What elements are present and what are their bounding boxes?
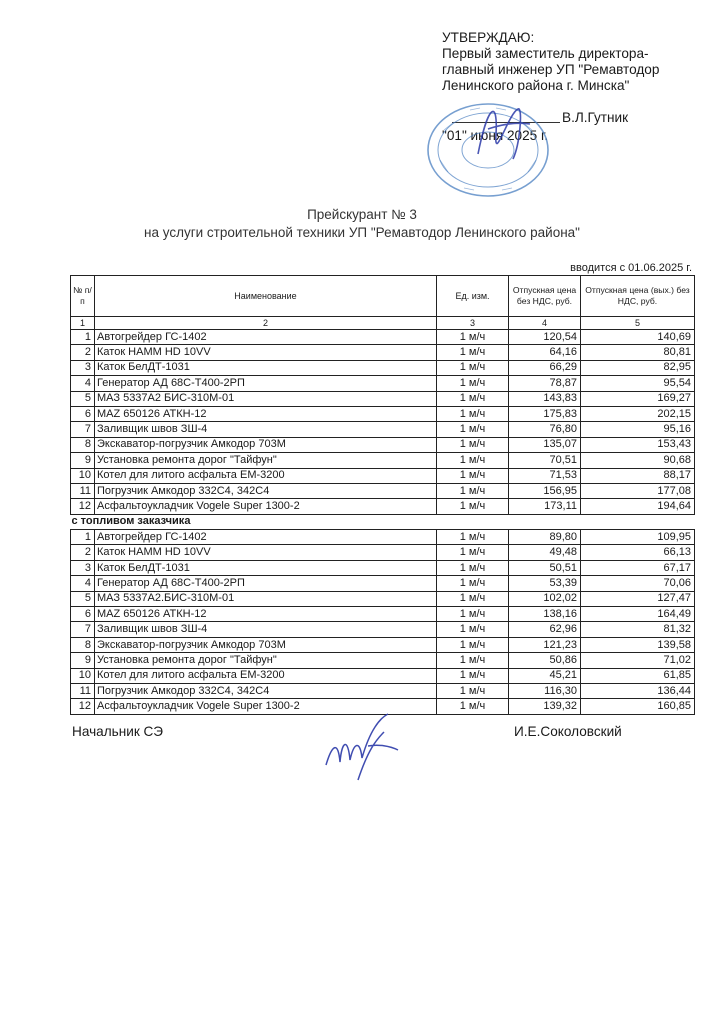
row-price-weekend: 81,32 [581, 622, 695, 637]
table-row [71, 530, 695, 545]
row-name: Генератор АД 68С-Т400-2РП [95, 576, 437, 591]
row-number: 4 [71, 576, 95, 591]
row-name: Заливщик швов ЗШ-4 [95, 422, 437, 437]
row-name: МАЗ 5337А2 БИС-310М-01 [95, 391, 437, 406]
row-price: 139,32 [509, 699, 581, 714]
row-name: Погрузчик Амкодор 332С4, 342С4 [95, 483, 437, 498]
table-row [71, 637, 695, 652]
row-number: 5 [71, 391, 95, 406]
row-price: 76,80 [509, 422, 581, 437]
approval-heading: УТВЕРЖДАЮ: [442, 30, 535, 45]
row-price-weekend: 202,15 [581, 406, 695, 421]
table-row [71, 376, 695, 391]
row-name: MAZ 650126 АТКН-12 [95, 406, 437, 421]
footer-position: Начальник СЭ [72, 724, 163, 739]
row-price-weekend: 164,49 [581, 607, 695, 622]
row-number: 1 [71, 330, 95, 345]
price-table [70, 275, 695, 715]
row-price: 89,80 [509, 530, 581, 545]
row-name: Асфальтоукладчик Vogele Super 1300-2 [95, 499, 437, 514]
row-price-weekend: 61,85 [581, 668, 695, 683]
row-price: 135,07 [509, 437, 581, 452]
row-number: 7 [71, 422, 95, 437]
doc-title: Прейскурант № 3 [307, 207, 417, 222]
row-name: Асфальтоукладчик Vogele Super 1300-2 [95, 699, 437, 714]
row-name: Котел для литого асфальта ЕМ-3200 [95, 668, 437, 683]
table-row [71, 453, 695, 468]
table-row [71, 391, 695, 406]
row-price: 70,51 [509, 453, 581, 468]
table-row [71, 483, 695, 498]
row-price-weekend: 136,44 [581, 683, 695, 698]
row-price-weekend: 95,16 [581, 422, 695, 437]
row-price: 102,02 [509, 591, 581, 606]
row-number: 3 [71, 360, 95, 375]
row-number: 7 [71, 622, 95, 637]
row-price: 45,21 [509, 668, 581, 683]
row-number: 2 [71, 545, 95, 560]
row-price-weekend: 127,47 [581, 591, 695, 606]
row-name: Экскаватор-погрузчик Амкодор 703М [95, 437, 437, 452]
row-number: 6 [71, 607, 95, 622]
row-price: 50,86 [509, 653, 581, 668]
row-unit: 1 м/ч [437, 422, 509, 437]
row-number: 8 [71, 437, 95, 452]
row-price: 121,23 [509, 637, 581, 652]
row-price: 53,39 [509, 576, 581, 591]
row-name: Котел для литого асфальта ЕМ-3200 [95, 468, 437, 483]
row-number: 10 [71, 668, 95, 683]
approval-position-1: Первый заместитель директора- [442, 46, 649, 61]
row-name: Каток HAMM HD 10VV [95, 545, 437, 560]
row-number: 1 [71, 530, 95, 545]
row-price-weekend: 88,17 [581, 468, 695, 483]
row-unit: 1 м/ч [437, 330, 509, 345]
header-row [71, 276, 695, 317]
table-row [71, 576, 695, 591]
row-price-weekend: 70,06 [581, 576, 695, 591]
row-price-weekend: 67,17 [581, 560, 695, 575]
row-price-weekend: 194,64 [581, 499, 695, 514]
row-price: 71,53 [509, 468, 581, 483]
col-header-price-weekend: Отпускная цена (вых.) без НДС, руб. [581, 276, 695, 317]
row-price: 66,29 [509, 360, 581, 375]
row-name: Заливщик швов ЗШ-4 [95, 622, 437, 637]
col-header-unit: Ед. изм. [437, 276, 509, 317]
row-price: 120,54 [509, 330, 581, 345]
row-number: 8 [71, 637, 95, 652]
row-number: 5 [71, 591, 95, 606]
row-price-weekend: 177,08 [581, 483, 695, 498]
row-price: 173,11 [509, 499, 581, 514]
row-price-weekend: 95,54 [581, 376, 695, 391]
row-price-weekend: 109,95 [581, 530, 695, 545]
footer-signer-name: И.Е.Соколовский [514, 724, 622, 739]
row-unit: 1 м/ч [437, 683, 509, 698]
table-row [71, 653, 695, 668]
row-price-weekend: 71,02 [581, 653, 695, 668]
row-price-weekend: 90,68 [581, 453, 695, 468]
row-unit: 1 м/ч [437, 360, 509, 375]
table-row [71, 560, 695, 575]
row-unit: 1 м/ч [437, 637, 509, 652]
section-title: с топливом заказчика [71, 515, 191, 528]
table-row [71, 668, 695, 683]
row-price: 78,87 [509, 376, 581, 391]
col-number: 4 [509, 317, 581, 330]
row-number: 10 [71, 468, 95, 483]
row-unit: 1 м/ч [437, 468, 509, 483]
col-number: 2 [95, 317, 437, 330]
row-unit: 1 м/ч [437, 699, 509, 714]
col-number: 1 [71, 317, 95, 330]
row-name: Автогрейдер ГС-1402 [95, 530, 437, 545]
row-name: Каток HAMM HD 10VV [95, 345, 437, 360]
row-unit: 1 м/ч [437, 499, 509, 514]
row-unit: 1 м/ч [437, 653, 509, 668]
row-price: 50,51 [509, 560, 581, 575]
row-name: Установка ремонта дорог "Тайфун" [95, 453, 437, 468]
row-price-weekend: 66,13 [581, 545, 695, 560]
col-number: 3 [437, 317, 509, 330]
row-number: 2 [71, 345, 95, 360]
row-unit: 1 м/ч [437, 391, 509, 406]
section-row [71, 514, 695, 529]
row-name: Установка ремонта дорог "Тайфун" [95, 653, 437, 668]
col-header-price: Отпускная цена без НДС, руб. [509, 276, 581, 317]
row-price-weekend: 82,95 [581, 360, 695, 375]
row-price-weekend: 80,81 [581, 345, 695, 360]
row-price-weekend: 139,58 [581, 637, 695, 652]
row-unit: 1 м/ч [437, 406, 509, 421]
row-number: 4 [71, 376, 95, 391]
row-name: Экскаватор-погрузчик Амкодор 703М [95, 637, 437, 652]
row-unit: 1 м/ч [437, 453, 509, 468]
row-unit: 1 м/ч [437, 376, 509, 391]
table-row [71, 683, 695, 698]
effective-date: вводится с 01.06.2025 г. [570, 262, 692, 274]
row-price-weekend: 169,27 [581, 391, 695, 406]
table-row [71, 607, 695, 622]
row-name: Генератор АД 68С-Т400-2РП [95, 376, 437, 391]
row-number: 9 [71, 653, 95, 668]
row-name: MAZ 650126 АТКН-12 [95, 607, 437, 622]
column-number-row [71, 317, 695, 330]
approval-signer: В.Л.Гутник [562, 110, 629, 125]
table-row [71, 422, 695, 437]
row-unit: 1 м/ч [437, 622, 509, 637]
row-price: 49,48 [509, 545, 581, 560]
table-row [71, 437, 695, 452]
row-name: МАЗ 5337А2.БИС-310М-01 [95, 591, 437, 606]
approver-signature-icon [468, 94, 538, 174]
col-number: 5 [581, 317, 695, 330]
row-name: Погрузчик Амкодор 332С4, 342С4 [95, 683, 437, 698]
row-unit: 1 м/ч [437, 576, 509, 591]
row-unit: 1 м/ч [437, 345, 509, 360]
table-row [71, 345, 695, 360]
row-name: Каток БелДТ-1031 [95, 560, 437, 575]
row-price-weekend: 140,69 [581, 330, 695, 345]
row-price-weekend: 153,43 [581, 437, 695, 452]
row-number: 11 [71, 483, 95, 498]
table-row [71, 591, 695, 606]
row-unit: 1 м/ч [437, 668, 509, 683]
row-number: 12 [71, 499, 95, 514]
row-price: 64,16 [509, 345, 581, 360]
row-name: Автогрейдер ГС-1402 [95, 330, 437, 345]
row-number: 11 [71, 683, 95, 698]
row-unit: 1 м/ч [437, 483, 509, 498]
row-price: 62,96 [509, 622, 581, 637]
table-row [71, 622, 695, 637]
approval-position-2: главный инженер УП "Ремавтодор [442, 62, 660, 77]
approval-position-3: Ленинского района г. Минска" [442, 78, 630, 93]
table-row [71, 406, 695, 421]
col-header-num: № п/п [71, 276, 95, 317]
table-row [71, 545, 695, 560]
row-unit: 1 м/ч [437, 560, 509, 575]
row-price: 175,83 [509, 406, 581, 421]
row-number: 3 [71, 560, 95, 575]
table-row [71, 330, 695, 345]
approval-date: "01" июня 2025 г. [442, 128, 549, 143]
row-number: 6 [71, 406, 95, 421]
row-unit: 1 м/ч [437, 437, 509, 452]
row-unit: 1 м/ч [437, 530, 509, 545]
doc-subtitle: на услуги строительной техники УП "Ремавтодор Ленинского района" [144, 225, 580, 240]
row-number: 12 [71, 699, 95, 714]
table-row [71, 499, 695, 514]
table-row [71, 468, 695, 483]
row-unit: 1 м/ч [437, 607, 509, 622]
row-number: 9 [71, 453, 95, 468]
row-price: 156,95 [509, 483, 581, 498]
row-price: 143,83 [509, 391, 581, 406]
col-header-name: Наименование [95, 276, 437, 317]
row-price: 138,16 [509, 607, 581, 622]
row-price: 116,30 [509, 683, 581, 698]
row-unit: 1 м/ч [437, 591, 509, 606]
row-price-weekend: 160,85 [581, 699, 695, 714]
table-row [71, 360, 695, 375]
chief-signature-icon [318, 710, 408, 790]
row-unit: 1 м/ч [437, 545, 509, 560]
row-name: Каток БелДТ-1031 [95, 360, 437, 375]
